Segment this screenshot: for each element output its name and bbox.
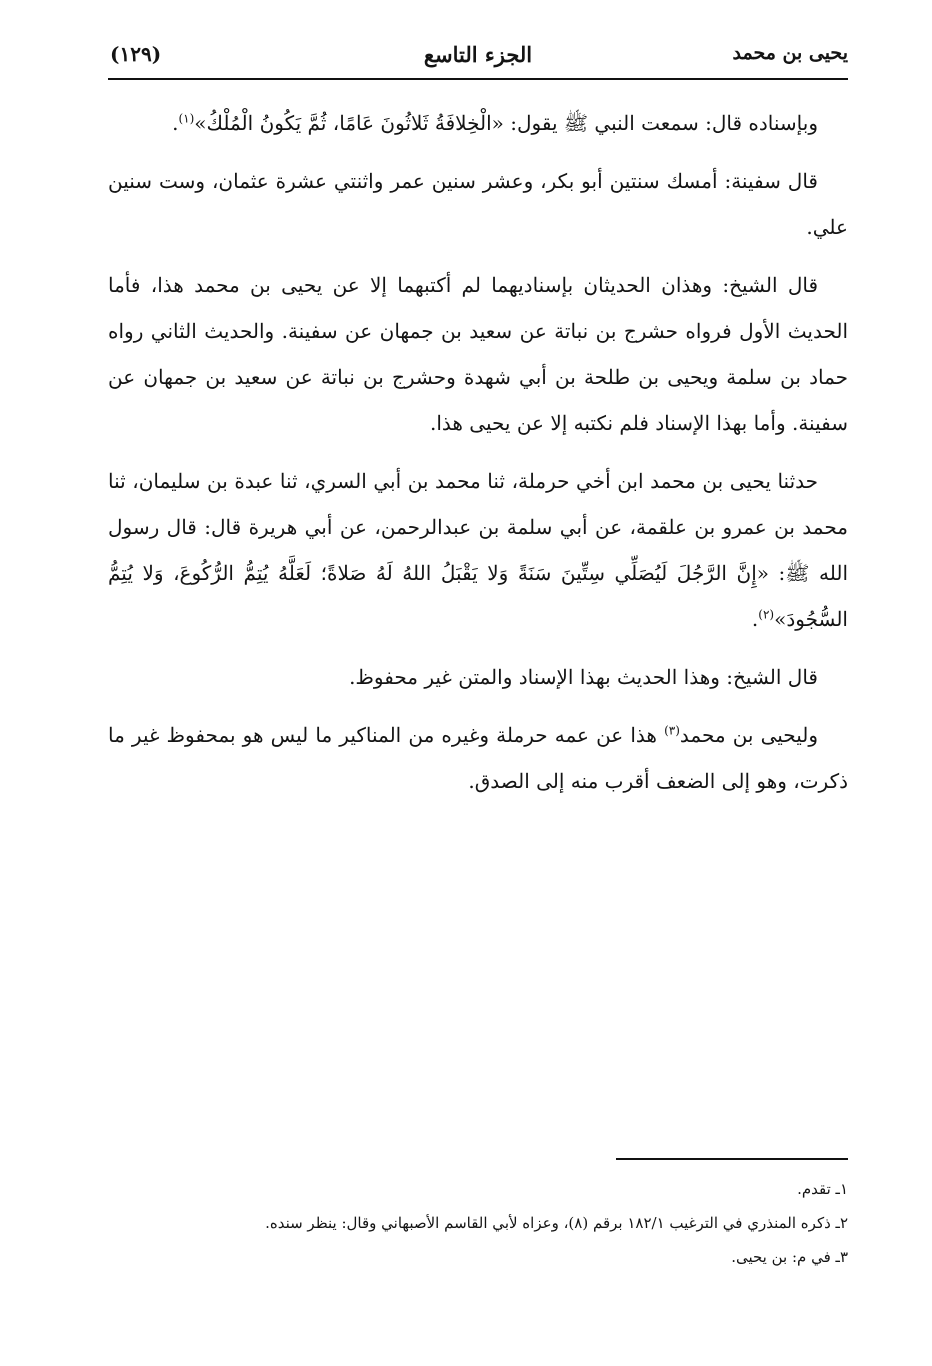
paragraph-text: قال سفينة: أمسك سنتين أبو بكر، وعشر سنين عمر واثنتي عشرة عثمان، وست سنين علي. xyxy=(108,169,848,239)
paragraph-tail: . xyxy=(172,111,179,135)
footnote: ٣ـ في م: بن يحيى. xyxy=(731,1248,848,1266)
paragraph-text: وليحيى بن محمد xyxy=(679,723,819,747)
paragraph xyxy=(108,712,848,804)
paragraph-text: وبإسناده قال: سمعت النبي ﷺ يقول: «الْخِلافَةُ ثَلاثُونَ عَامًا، ثُمَّ يَكُونُ الْمُلْكُ» xyxy=(194,111,818,135)
footnote-ref: (٢) xyxy=(758,607,775,622)
paragraph xyxy=(108,100,848,146)
paragraph xyxy=(108,262,848,446)
footnotes xyxy=(108,1172,848,1274)
paragraph-text: حدثنا يحيى بن محمد ابن أخي حرملة، ثنا محمد بن أبي السري، ثنا عبدة بن سليمان، ثنا محمد بن عمرو بن علقمة، عن أبي سلمة بن عبدالرحمن، عن أبي هريرة قال: قال رسول الله ﷺ: «إِنَّ الرَّجُلَ لَيُصَلِّي سِتِّينَ سَنَةً وَلا يَقْبَلُ اللهُ لَهُ صَلاةً؛ لَعَلَّهُ يُتِمُّ الرُّكُوعَ، وَلا يُتِمُّ السُّجُودَ» xyxy=(108,469,848,631)
chapter-name: يحيى بن محمد xyxy=(732,42,848,64)
footnote-ref: (١) xyxy=(178,111,195,126)
footnote-ref: (٣) xyxy=(664,723,680,738)
paragraph-text: قال الشيخ: وهذا الحديث بهذا الإسناد والمتن غير محفوظ. xyxy=(349,665,818,689)
body-text xyxy=(108,100,848,810)
volume-title: الجزء التاسع xyxy=(423,42,533,67)
paragraph xyxy=(108,158,848,250)
running-header xyxy=(108,38,848,78)
page-number: (١٢٩) xyxy=(110,42,162,66)
paragraph xyxy=(108,654,848,700)
footnote-rule xyxy=(616,1158,848,1160)
header-rule xyxy=(108,78,848,80)
paragraph xyxy=(108,458,848,642)
paragraph-tail: . xyxy=(751,607,759,631)
footnote: ٢ـ ذكره المنذري في الترغيب ١٨٢/١ برقم (٨)، وعزاه لأبي القاسم الأصبهاني وقال: ينظر سنده. xyxy=(265,1214,848,1232)
paragraph-text: قال الشيخ: وهذان الحديثان بإسناديهما لم أكتبهما إلا عن يحيى بن محمد هذا، فأما الحديث الأول فرواه حشرج بن نباتة عن سعيد بن جمهان عن سفينة. والحديث الثاني رواه حماد بن سلمة ويحيى بن طلحة بن أبي شهدة وحشرج بن نباتة عن سعيد بن جمهان عن سفينة. وأما بهذا الإسناد فلم نكتبه إلا عن يحيى هذا. xyxy=(108,273,848,435)
footnote: ١ـ تقدم. xyxy=(797,1180,848,1198)
paragraph-tail: هذا عن عمه حرملة وغيره من المناكير ما ليس هو بمحفوظ غير ما ذكرت، وهو إلى الضعف أقرب منه إلى الصدق. xyxy=(108,723,848,793)
